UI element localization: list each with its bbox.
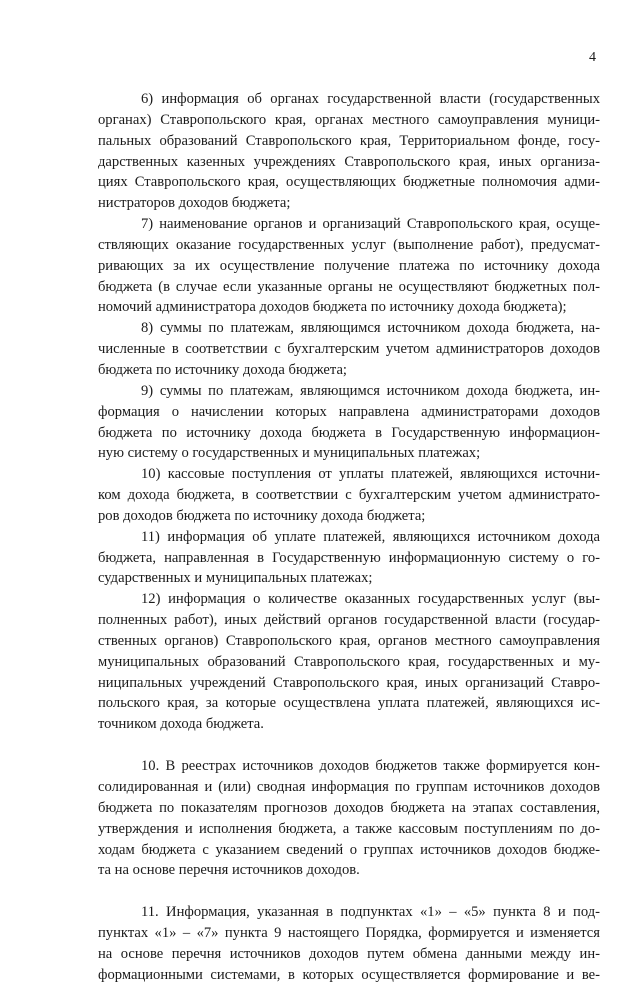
text-line: ривающих за их осуществление получение платежа по источнику дохода bbox=[98, 257, 600, 274]
text-line: сударственных и муниципальных платежах; bbox=[98, 570, 373, 587]
text-line: муниципальных образований Ставропольского края, государственных и му- bbox=[98, 653, 600, 670]
text-line: на основе перечня источников доходов путем обмена данными между ин- bbox=[98, 945, 600, 962]
text-line: формация о начислении которых направлена администраторами доходов bbox=[98, 403, 600, 420]
page-number: 4 bbox=[589, 50, 596, 65]
text-line: органах) Ставропольского края, органах местного самоуправления муници- bbox=[98, 111, 600, 128]
text-line: 11) информация об уплате платежей, являющихся источником дохода bbox=[141, 528, 600, 545]
text-line: численные в соответствии с бухгалтерским учетом администраторов доходов bbox=[98, 341, 600, 358]
text-line: пунктах «1» – «7» пункта 9 настоящего Порядка, формируется и изменяется bbox=[98, 925, 600, 942]
paragraph bbox=[98, 527, 600, 590]
text-line: бюджета по источнику дохода бюджета в Государственную информацион- bbox=[98, 424, 600, 441]
text-line: циях Ставропольского края, осуществляющих бюджетные полномочия адми- bbox=[98, 174, 600, 191]
text-line: утверждения и исполнения бюджета, а также кассовым поступлениям по до- bbox=[98, 820, 600, 837]
paragraph bbox=[98, 318, 600, 381]
paragraph-gap bbox=[98, 881, 600, 902]
paragraph-gap bbox=[98, 735, 600, 756]
paragraph bbox=[98, 381, 600, 464]
text-line: ственных органов) Ставропольского края, органов местного самоуправления bbox=[98, 632, 600, 649]
text-line: пальных образований Ставропольского края, Территориальном фонде, госу- bbox=[98, 132, 600, 149]
text-line: ком дохода бюджета, в соответствии с бухгалтерским учетом администрато- bbox=[98, 487, 600, 504]
text-line: бюджета по источнику дохода бюджета; bbox=[98, 361, 347, 378]
text-line: польского края, за которые осуществлена уплата платежей, являющихся ис- bbox=[98, 695, 600, 712]
text-line: ную систему о государственных и муниципальных платежах; bbox=[98, 445, 481, 462]
paragraph bbox=[98, 464, 600, 527]
text-line: нистраторов доходов бюджета; bbox=[98, 195, 291, 212]
text-line: бюджета (в случае если указанные органы не осуществляют бюджетных пол- bbox=[98, 278, 600, 295]
document-body bbox=[98, 89, 600, 986]
paragraph bbox=[98, 589, 600, 735]
text-line: 10. В реестрах источников доходов бюджетов также формируется кон- bbox=[141, 758, 600, 775]
text-line: солидированная и (или) сводная информация по группам источников доходов bbox=[98, 779, 600, 795]
text-line: бюджета по показателям прогнозов доходов бюджета на этапах составления, bbox=[98, 799, 600, 816]
text-line: формационными системами, в которых осуществляется формирование и ве- bbox=[98, 966, 600, 983]
paragraph bbox=[98, 902, 600, 985]
text-line: бюджета, направленная в Государственную информационную систему о го- bbox=[98, 549, 600, 566]
paragraph bbox=[98, 89, 600, 214]
text-line: ров доходов бюджета по источнику дохода бюджета; bbox=[98, 507, 426, 524]
text-line: номочий администратора доходов бюджета по источнику дохода бюджета); bbox=[98, 299, 567, 316]
paragraph bbox=[98, 214, 600, 318]
text-line: полненных работ), иных действий органов государственной власти (государ- bbox=[98, 612, 600, 629]
text-line: ниципальных учреждений Ставропольского края, иных организаций Ставро- bbox=[98, 674, 600, 691]
text-line: 9) суммы по платежам, являющимся источником дохода бюджета, ин- bbox=[141, 382, 600, 399]
text-line: 6) информация об органах государственной власти (государственных bbox=[141, 91, 600, 107]
text-line: ходам бюджета с указанием сведений о группах источников доходов бюдже- bbox=[98, 841, 600, 858]
text-line: дарственных казенных учреждениях Ставропольского края, иных организа- bbox=[98, 153, 600, 170]
text-line: 7) наименование органов и организаций Ставропольского края, осуще- bbox=[141, 216, 600, 233]
paragraph bbox=[98, 756, 600, 881]
text-line: 12) информация о количестве оказанных государственных услуг (вы- bbox=[141, 591, 600, 608]
text-line: 10) кассовые поступления от уплаты платежей, являющихся источни- bbox=[141, 466, 600, 483]
text-line: точником дохода бюджета. bbox=[98, 716, 264, 733]
text-line: 8) суммы по платежам, являющимся источником дохода бюджета, на- bbox=[141, 320, 600, 337]
text-line: ствляющих оказание государственных услуг (выполнение работ), предусмат- bbox=[98, 236, 600, 253]
text-line: 11. Информация, указанная в подпунктах «1» – «5» пункта 8 и под- bbox=[141, 904, 600, 921]
text-line: та на основе перечня источников доходов. bbox=[98, 862, 360, 879]
